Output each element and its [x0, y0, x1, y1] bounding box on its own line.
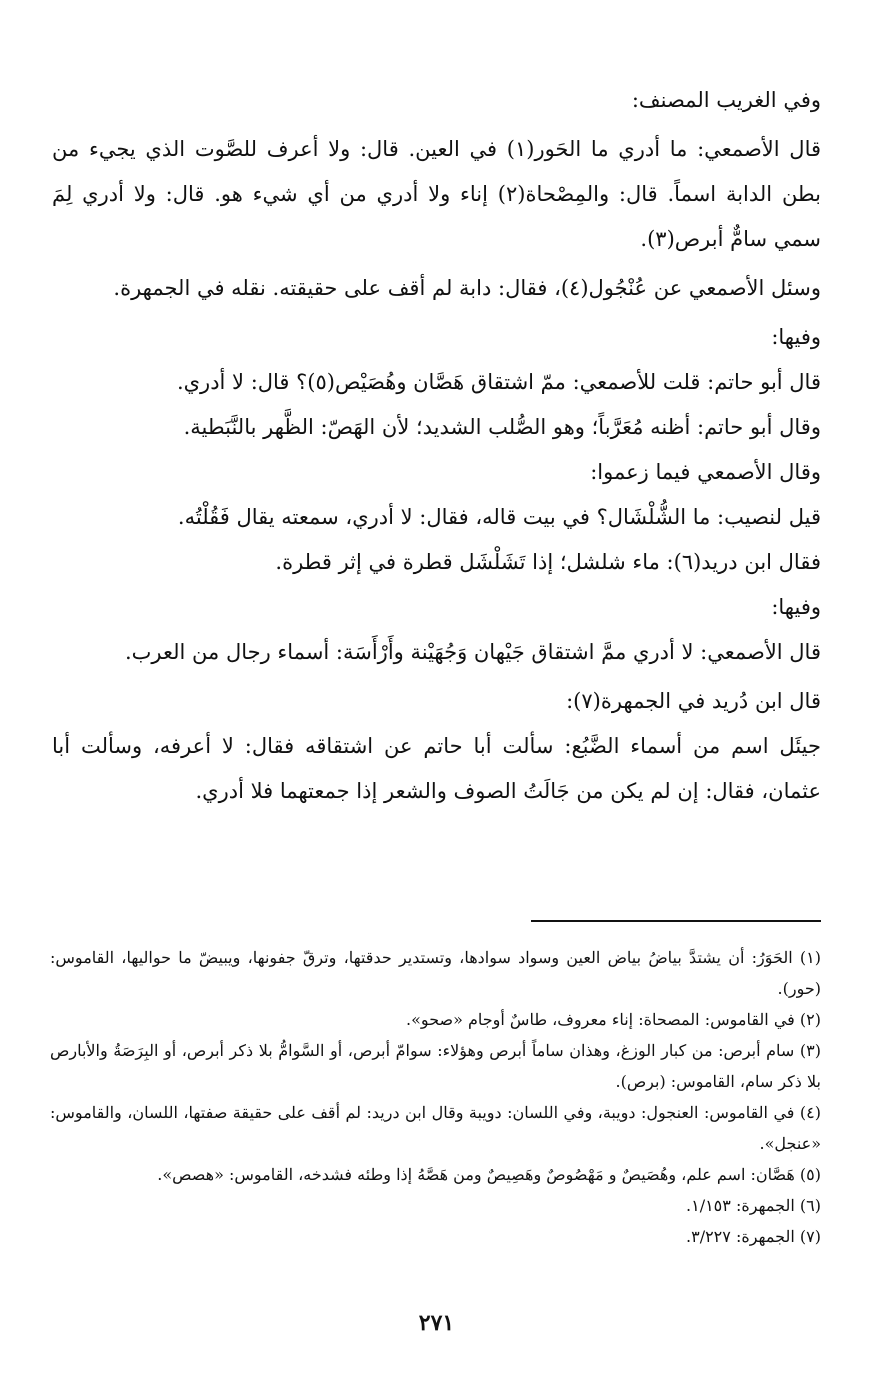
footnote: (٦) الجمهرة: ١/١٥٣.	[686, 1196, 821, 1215]
footnote: (٤) في القاموس: العنجول: دويبة، وفي اللسان: دويبة وقال ابن دريد: لم أقف على حقيقة صفتها، اللسان، والقاموس: «عنجل».	[50, 1103, 821, 1153]
paragraph: قال ابن دُريد في الجمهرة(٧):	[566, 689, 821, 713]
paragraph: قال الأصمعي: ما أدري ما الحَور(١) في العين. قال: ولا أعرف للصَّوت الذي يجيء من بطن الدابة اسماً. قال: والمِصْحاة(٢) إناء ولا أدري من أي شيء هو. قال: ولا أدري لِمَ سمي سامٌّ أبرص(٣).	[52, 137, 822, 251]
paragraph: وقال الأصمعي فيما زعموا:	[590, 460, 821, 484]
main-text	[52, 78, 821, 814]
paragraph: قيل لنصيب: ما الشُّلْشَال؟ في بيت قاله، فقال: لا أدري، سمعته يقال فَقُلْتُه.	[177, 505, 821, 529]
paragraph: جيئَل اسم من أسماء الضَّبُع: سألت أبا حاتم عن اشتقاقه فقال: لا أعرفه، وسألت أبا عثمان، فقال: إن لم يكن من جَالَتُ الصوف والشعر إذا جمعتهما فلا أدري.	[52, 734, 821, 803]
paragraph: وفي الغريب المصنف:	[631, 88, 821, 112]
paragraph: فقال ابن دريد(٦): ماء شلشل؛ إذا تَشَلْشَل قطرة في إثر قطرة.	[275, 550, 821, 574]
paragraph: وسئل الأصمعي عن عُنْجُول(٤)، فقال: دابة لم أقف على حقيقته. نقله في الجمهرة.	[113, 276, 821, 300]
paragraph: وفيها:	[771, 595, 821, 619]
footnotes	[50, 942, 821, 1252]
footnote: (٥) هَصَّان: اسم علم، وهُصَيصٌ و مَهْصُوصٌ وهَصِيصٌ ومن هَصَّهُ إذا وطئه فشدخه، القاموس: «هصص».	[157, 1165, 821, 1184]
footnote: (٢) في القاموس: المصحاة: إناء معروف، طاسٌ أوجام «صحو».	[406, 1010, 821, 1029]
footnote: (٧) الجمهرة: ٣/٢٢٧.	[686, 1227, 821, 1246]
paragraph: وفيها:	[771, 325, 821, 349]
footnote-separator	[531, 920, 821, 922]
page-number: ٢٧١	[418, 1310, 455, 1336]
footnote: (٣) سام أبرص: من كبار الوزغ، وهذان ساماً أبرص وهؤلاء: سوامّ أبرص، أو السَّوامُّ بلا ذكر أبرص، أو البِرَصَةُ والأبارص بلا ذكر سام، القاموس: (برص).	[50, 1041, 821, 1091]
footnote: (١) الحَوَرُ: أن يشتدَّ بياضُ بياض العين وسواد سوادها، وتستدير حدقتها، وترقّ جفونها، ويبيضّ ما حواليها، القاموس: (حور).	[50, 948, 821, 998]
paragraph: قال أبو حاتم: قلت للأصمعي: ممّ اشتقاق هَصَّان وهُصَيْص(٥)؟ قال: لا أدري.	[176, 370, 821, 394]
paragraph: قال الأصمعي: لا أدري ممَّ اشتقاق جَيْهان وَجُهَيْنة وأَرْأَسَة: أسماء رجال من العرب.	[124, 640, 821, 664]
paragraph: وقال أبو حاتم: أظنه مُعَرَّباً؛ وهو الصُّلب الشديد؛ لأن الهَصّ: الظَّهر بالنَّبَطية.	[183, 415, 821, 439]
